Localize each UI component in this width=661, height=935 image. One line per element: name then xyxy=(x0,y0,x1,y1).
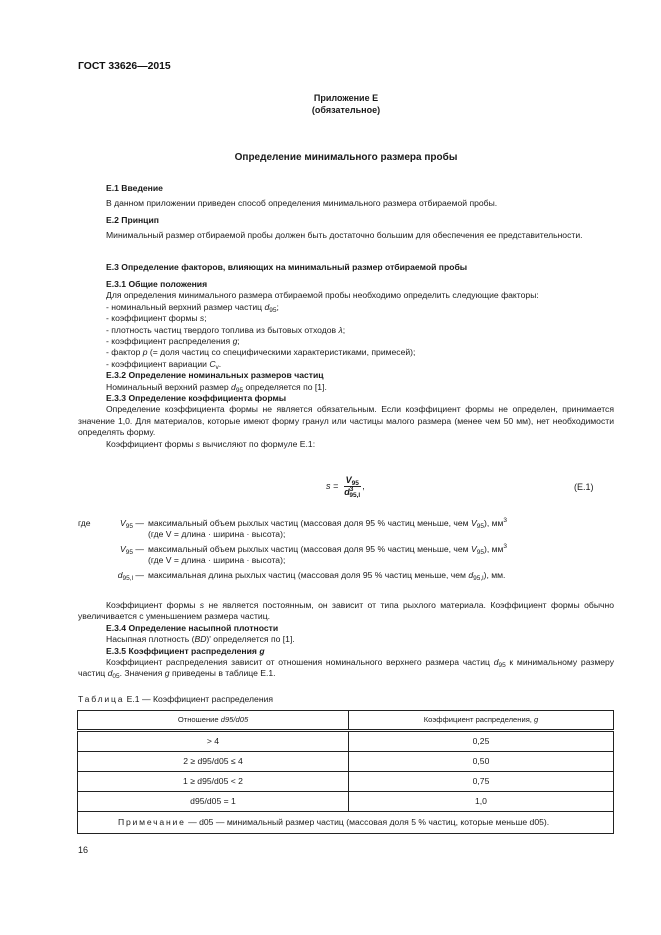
list-item: - коэффициент распределения g; xyxy=(106,336,240,347)
section-heading: Е.3 Определение факторов, влияющих на минимальный размер отбираемой пробы xyxy=(106,262,468,272)
where-list xyxy=(78,518,614,584)
subsection-heading: Е.3.3 Определение коэффициента формы xyxy=(106,393,287,404)
table-row xyxy=(78,772,614,792)
list-item: - фактор p (= доля частиц со специфическими характеристиками, примесей); xyxy=(106,347,416,358)
table-caption: Таблица Е.1 — Коэффициент распределения xyxy=(78,694,274,704)
table-header-coefficient: Коэффициент распределения, g xyxy=(349,711,614,731)
paragraph: Минимальный размер отбираемой пробы должен быть достаточно большим для обеспечения ее представительности. xyxy=(106,230,583,241)
section-e31 xyxy=(78,279,614,450)
table-row xyxy=(78,752,614,772)
paragraph: Коэффициент формы s не является постоянным, он зависит от типа рыхлого материала. Коэффициент формы обычно увеличивается с уменьшением размера частиц. xyxy=(78,600,614,622)
where-item: $d_{95,l}$ — максимальная длина рыхлых частиц (массовая доля 95 % частиц меньше, чем $d_{95,l}$), мм. xyxy=(117,569,506,582)
where-item: где $V_{95}$ — максимальный объем рыхлых частиц (массовая доля 95 % частиц меньше, чем $V_{95}$), $мм^3$ (где V = длина · ширина · высота); xyxy=(78,517,508,540)
list-item: - номинальный верхний размер частиц $d_{95}$; xyxy=(106,301,279,314)
table-cell-ratio: 2 ≥ d95/d05 ≤ 4 xyxy=(78,752,349,772)
formula-e1: s = $\frac{V_{95}}{d^3_{95,l}}$ , xyxy=(326,475,365,499)
document-code: ГОСТ 33626—2015 xyxy=(78,61,171,72)
table-cell-g: 0,25 xyxy=(349,731,614,752)
table-cell-g: 0,50 xyxy=(349,752,614,772)
equation-number: (Е.1) xyxy=(574,482,594,492)
table-header-row xyxy=(78,711,614,731)
formula-fraction: $\frac{V_{95}}{d^3_{95,l}}$ xyxy=(344,475,361,499)
paragraph: Номинальный верхний размер $d_{95}$ определяется по [1]. xyxy=(106,381,327,394)
subsection-heading: Е.3.4 Определение насыпной плотности xyxy=(106,622,279,633)
table-row xyxy=(78,792,614,812)
table-header-ratio: Отношение d95/d05 xyxy=(78,711,349,731)
distribution-coefficient-table xyxy=(77,710,614,834)
section-e3 xyxy=(78,262,614,273)
section-heading: Е.1 Введение xyxy=(106,183,163,193)
table-cell-ratio: > 4 xyxy=(78,731,349,752)
list-item: - коэффициент вариации $C_v$. xyxy=(106,358,222,371)
section-heading: Е.2 Принцип xyxy=(106,215,159,225)
paragraph: Коэффициент формы s вычисляют по формуле Е.1: xyxy=(106,438,316,449)
section-e1 xyxy=(78,183,614,210)
paragraph: Определение коэффициента формы не является обязательным. Если коэффициент формы не определен, принимается значение 1,0. Для материалов, которые имеют форму гранул или частицы малого размера (менее чем 50 мм), нет необходимости определять форму. xyxy=(78,404,614,438)
where-item: $V_{95}$ — максимальный объем рыхлых частиц (массовая доля 95 % частиц меньше, чем $V_{95}$), $мм^3$ (где V = длина · ширина · высота); xyxy=(120,542,508,566)
main-title: Определение минимального размера пробы xyxy=(234,152,458,163)
table-cell-g: 0,75 xyxy=(349,772,614,792)
paragraph: Для определения минимального размера отбираемой пробы необходимо определить следующие факторы: xyxy=(106,290,539,301)
section-e2 xyxy=(78,215,614,242)
table-cell-g: 1,0 xyxy=(349,792,614,812)
table-note: Примечание — d05 — минимальный размер частиц (массовая доля 5 % частиц, которые меньше d05). xyxy=(78,812,614,834)
table-cell-ratio: d95/d05 = 1 xyxy=(78,792,349,812)
formula-lhs: s = xyxy=(326,480,339,491)
table-note-row xyxy=(78,812,614,834)
table-row xyxy=(78,731,614,752)
section-e33-continued xyxy=(78,600,614,680)
appendix-status: (обязательное) xyxy=(311,105,381,115)
subsection-heading: Е.3.1 Общие положения xyxy=(106,279,208,289)
list-item: - коэффициент формы s; xyxy=(106,313,207,324)
paragraph: Насыпная плотность (BD)' определяется по [1]. xyxy=(106,634,295,645)
page-number: 16 xyxy=(78,845,89,855)
paragraph: Коэффициент распределения зависит от отношения номинального верхнего размера частиц $d_{95}$ к минимальному размеру частиц $d_{05}$. Значения g приведены в таблице Е.1. xyxy=(78,657,614,681)
list-item: - плотность частиц твердого топлива из бытовых отходов λ; xyxy=(106,324,346,335)
subsection-heading: Е.3.5 Коэффициент распределения g xyxy=(106,645,265,656)
appendix-title: Приложение Е xyxy=(313,93,379,103)
table-cell-ratio: 1 ≥ d95/d05 < 2 xyxy=(78,772,349,792)
paragraph: В данном приложении приведен способ определения минимального размера отбираемой пробы. xyxy=(106,198,498,209)
subsection-heading: Е.3.2 Определение номинальных размеров частиц xyxy=(106,370,324,381)
